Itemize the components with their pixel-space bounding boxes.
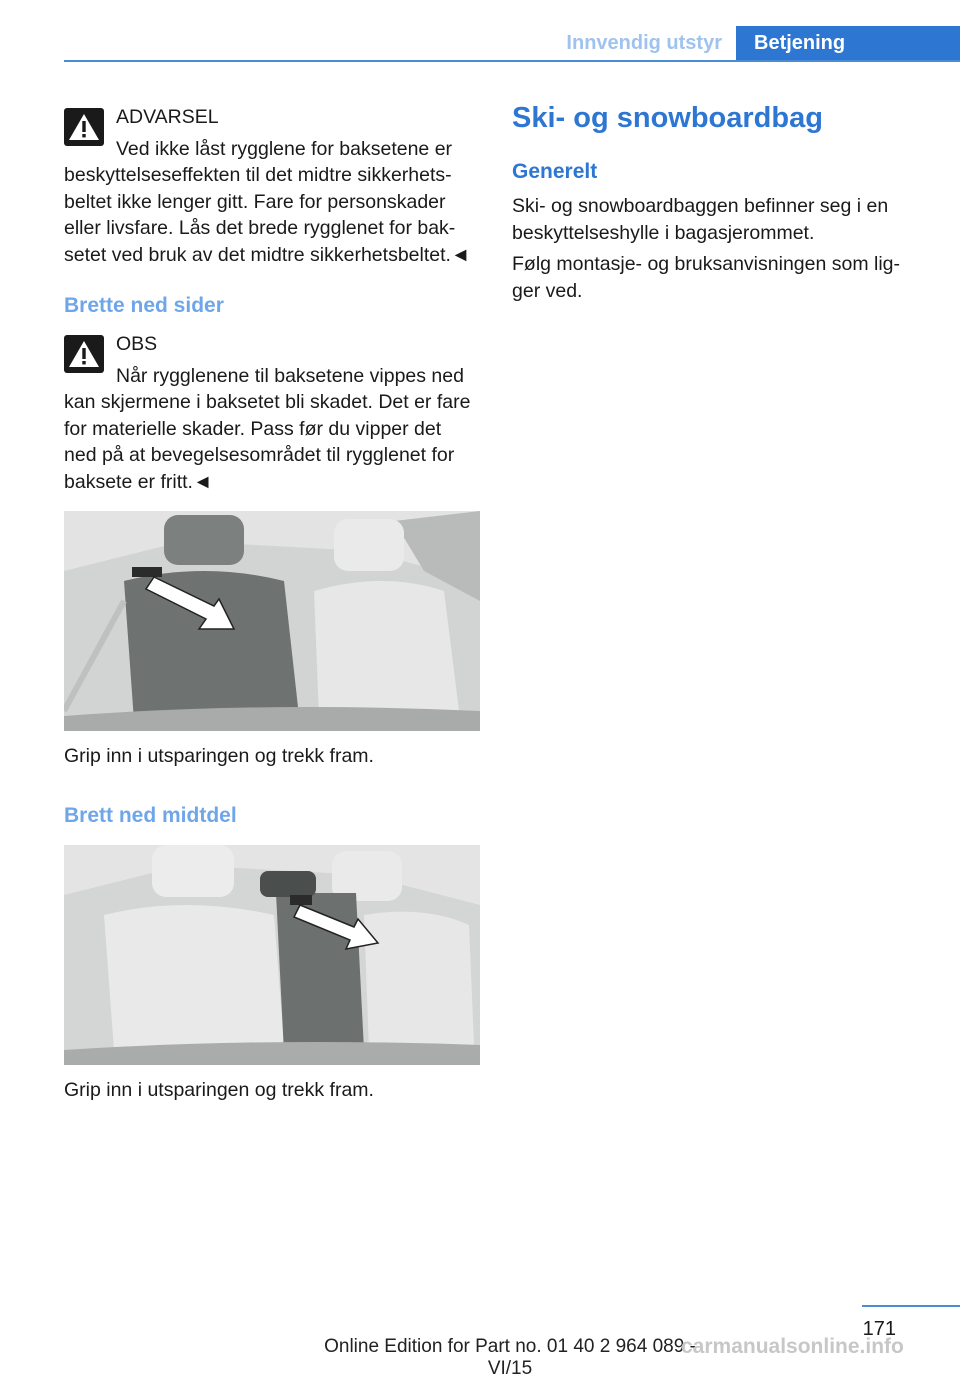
figure-1-caption: Grip inn i utsparingen og trekk fram. [64, 745, 374, 767]
notice-triangle-icon [64, 335, 104, 373]
heading-ski-bag: Ski- og snowboardbag [512, 102, 823, 134]
rear-seat-middle-fold-illustration [64, 845, 480, 1065]
notice-title: OBS [116, 333, 158, 355]
heading-fold-middle: Brett ned midtdel [64, 804, 237, 827]
notice-text: kan skjermene i baksetet bli skadet. Det er fare for materielle skader. Pass før du vipper det ned på at bevegelsesområdet til rygglenet for baksete er fritt.◄ [64, 391, 471, 493]
ski-bag-paragraph-2: Følg montasje- og bruksanvisningen som lig-ger ved. [512, 253, 901, 302]
warning-triangle-icon [64, 108, 104, 146]
header-rule [64, 60, 960, 62]
heading-general: Generelt [512, 160, 598, 183]
notice-first-line: Når rygglenene til baksetene vippes ned [116, 365, 464, 387]
warning-text: beskyttelseseffekten til det midtre sikkerhets-beltet ikke lenger gitt. Fare for personskader eller livsfare. Lås det brede rygglenet for bak-setet ved bruk av det midtre sikkerhetsbeltet.◄ [64, 164, 471, 266]
footer-rule [862, 1305, 960, 1307]
rear-seat-side-fold-illustration [64, 511, 480, 731]
header-section-tab[interactable]: Innvendig utstyr [566, 32, 722, 54]
page-number: 171 [862, 1318, 896, 1340]
heading-fold-sides: Brette ned sider [64, 294, 224, 317]
ski-bag-paragraph-1: Ski- og snowboardbaggen befinner seg i en beskyttelseshylle i bagasjerommet. [512, 195, 889, 244]
warning-first-line: Ved ikke låst rygglene for baksetene er [116, 138, 453, 160]
figure-2-caption: Grip inn i utsparingen og trekk fram. [64, 1079, 374, 1101]
watermark: carmanualsonline.info [681, 1335, 904, 1358]
header-chapter-tab[interactable]: Betjening [736, 26, 960, 62]
warning-title: ADVARSEL [116, 106, 219, 128]
edition-note: Online Edition for Part no. 01 40 2 964 089 - VI/15 [324, 1336, 696, 1379]
